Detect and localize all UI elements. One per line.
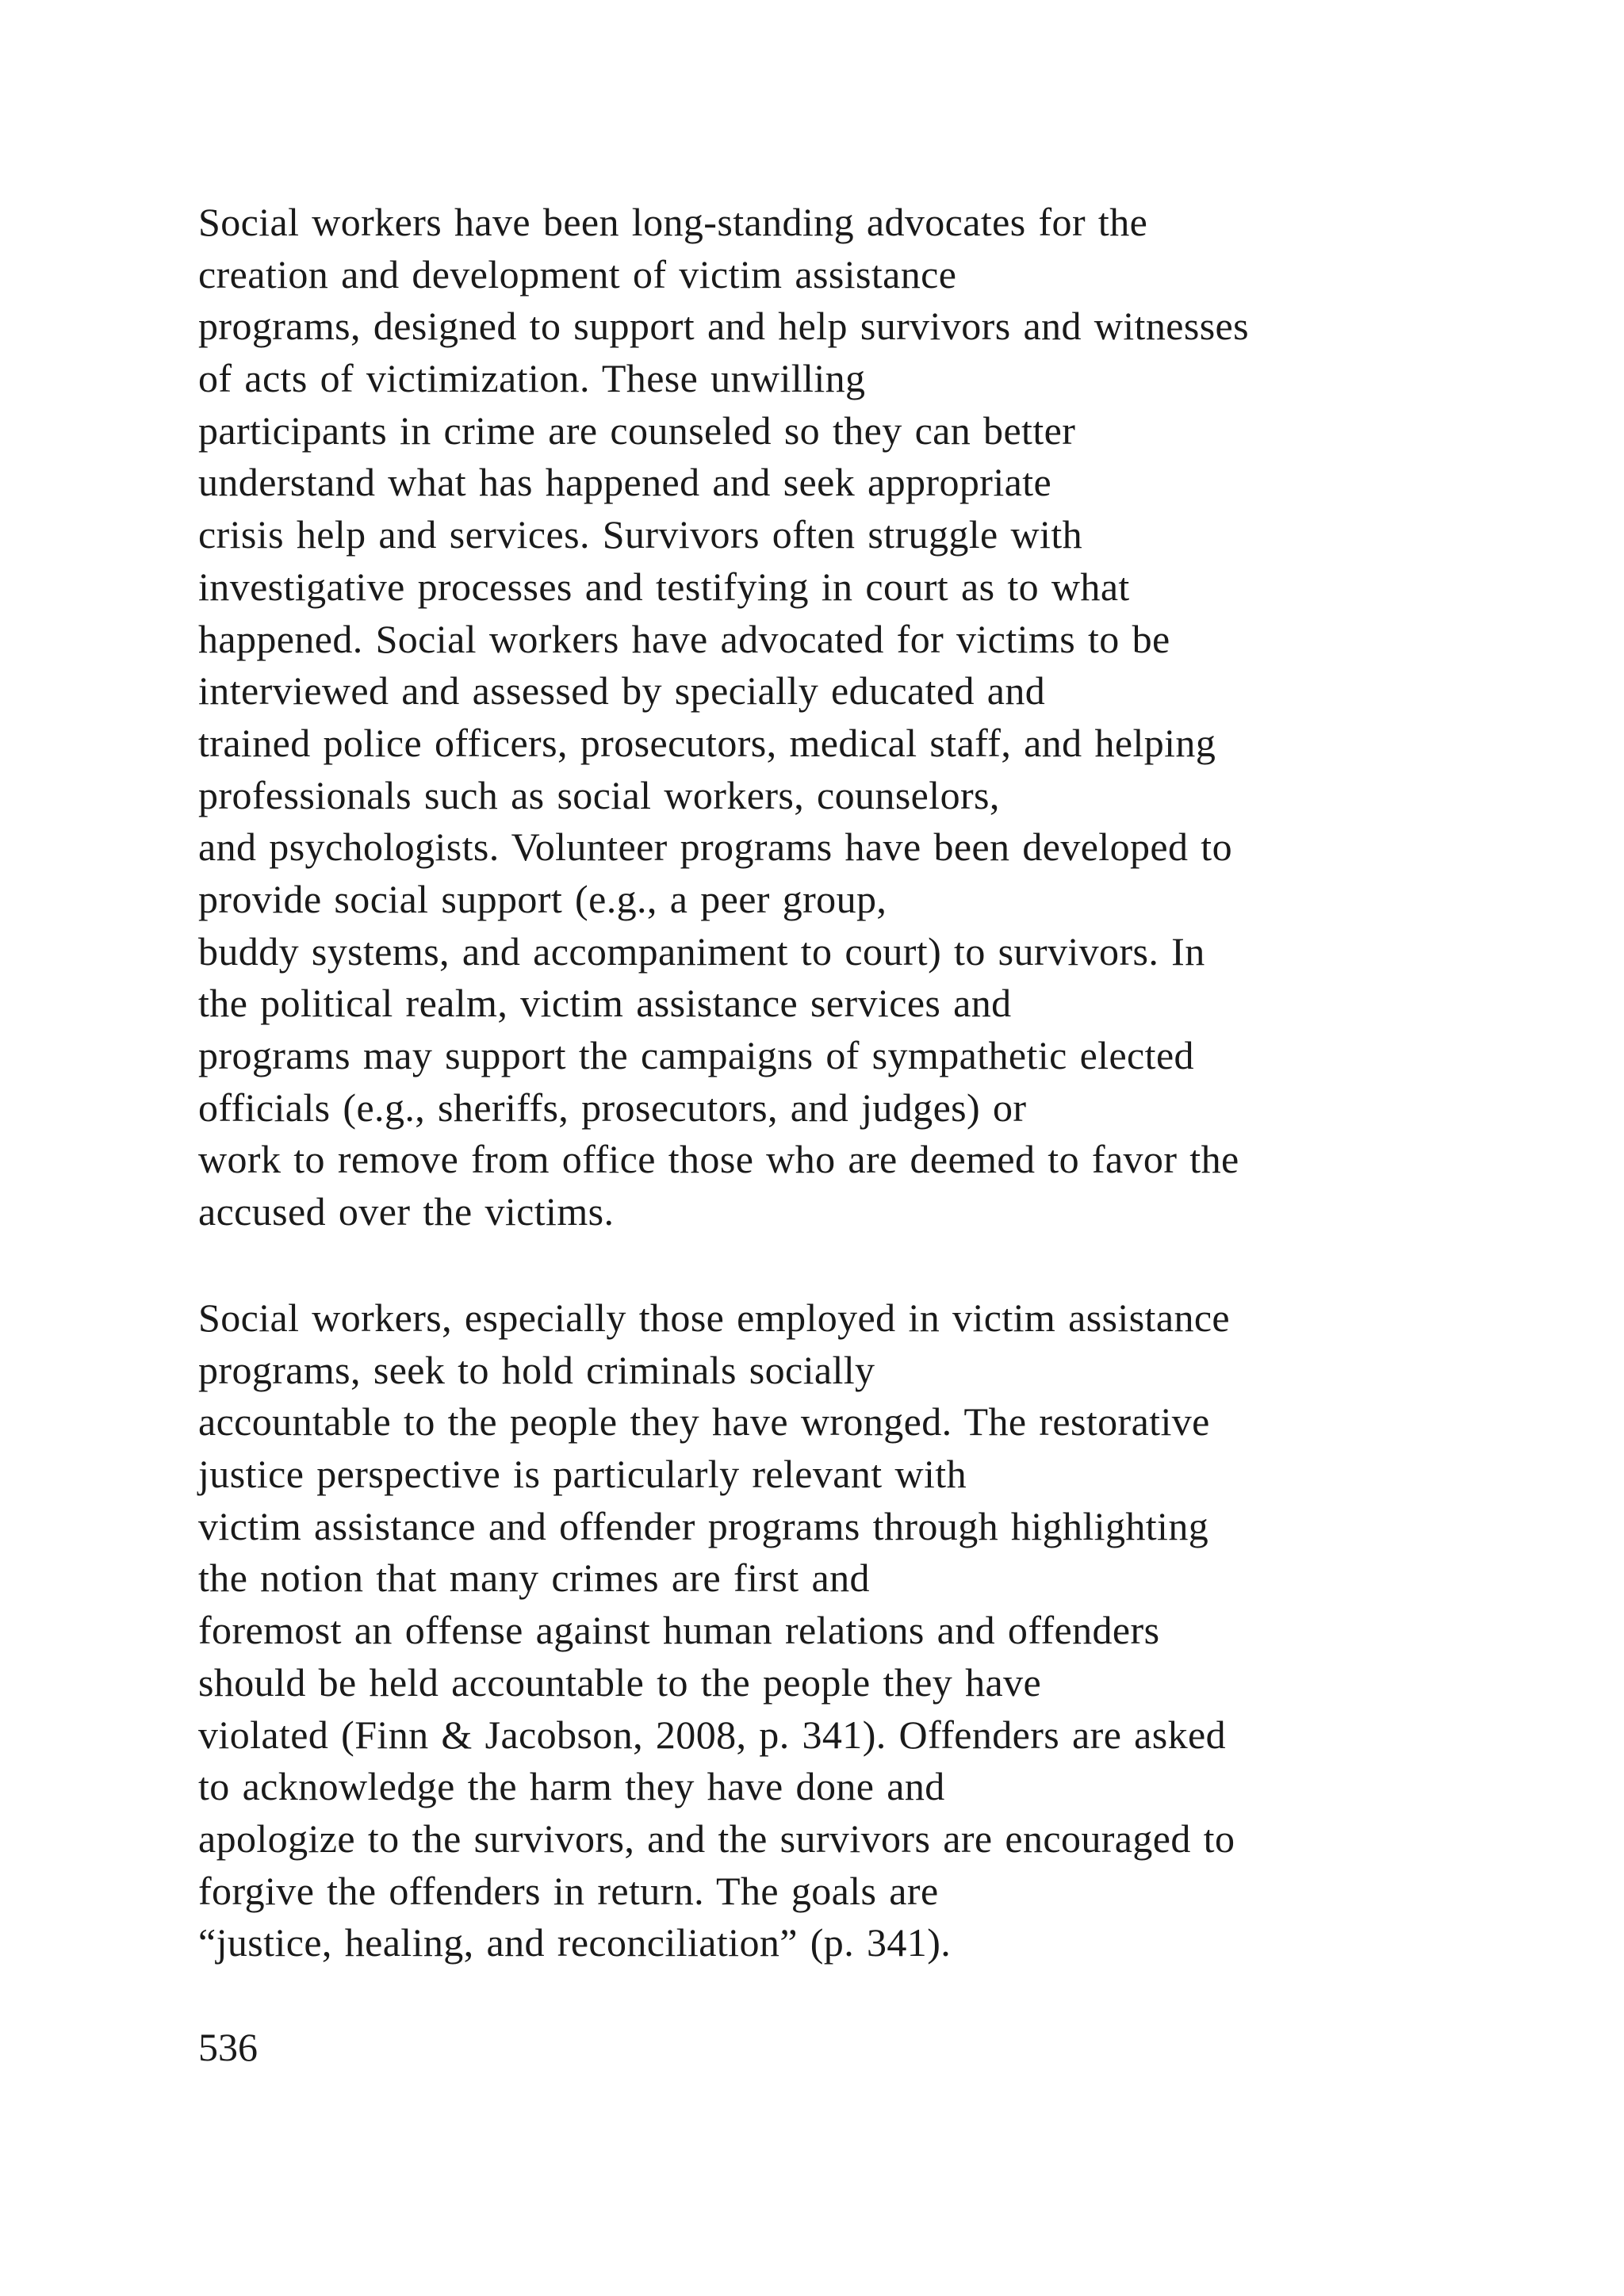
text-line: accountable to the people they have wronged. The restorative [198, 1399, 1210, 1445]
paragraph-restorative-justice [198, 1292, 1546, 1969]
text-line: crisis help and services. Survivors often struggle with [198, 512, 1083, 557]
text-line: victim assistance and offender programs through highlighting [198, 1503, 1209, 1548]
text-line: participants in crime are counseled so they can better [198, 408, 1076, 453]
text-line: happened. Social workers have advocated for victims to be [198, 616, 1170, 661]
text-line: violated (Finn & Jacobson, 2008, p. 341). Offenders are asked [198, 1712, 1227, 1757]
text-line: accused over the victims. [198, 1189, 615, 1234]
page-number: 536 [198, 2025, 258, 2069]
text-line: forgive the offenders in return. The goals are [198, 1868, 939, 1913]
text-line: officials (e.g., sheriffs, prosecutors, and judges) or [198, 1085, 1027, 1130]
paragraph-victim-advocacy [198, 197, 1546, 1238]
text-line: programs, designed to support and help survivors and witnesses [198, 304, 1249, 349]
text-line: “justice, healing, and reconciliation” (p. 341). [198, 1920, 952, 1965]
text-line: provide social support (e.g., a peer group, [198, 876, 887, 921]
text-line: buddy systems, and accompaniment to court) to survivors. In [198, 928, 1205, 974]
text-line: of acts of victimization. These unwilling [198, 356, 866, 401]
text-line: professionals such as social workers, counselors, [198, 772, 1000, 817]
text-line: foremost an offense against human relations and offenders [198, 1608, 1160, 1653]
text-line: investigative processes and testifying in court as to what [198, 564, 1130, 609]
text-line: justice perspective is particularly relevant with [198, 1452, 967, 1497]
text-line: work to remove from office those who are deemed to favor the [198, 1137, 1239, 1182]
text-line: programs may support the campaigns of sympathetic elected [198, 1033, 1194, 1077]
text-line: and psychologists. Volunteer programs have been developed to [198, 825, 1232, 870]
text-line: apologize to the survivors, and the survivors are encouraged to [198, 1816, 1235, 1861]
text-line: to acknowledge the harm they have done and [198, 1764, 945, 1809]
text-line: Social workers have been long-standing advocates for the [198, 200, 1148, 244]
text-line: understand what has happened and seek appropriate [198, 460, 1052, 505]
text-line: trained police officers, prosecutors, medical staff, and helping [198, 720, 1216, 765]
text-line: the political realm, victim assistance services and [198, 981, 1012, 1026]
text-line: creation and development of victim assistance [198, 251, 957, 297]
text-line: interviewed and assessed by specially educated and [198, 668, 1046, 714]
text-line: should be held accountable to the people they have [198, 1659, 1042, 1705]
text-line: the notion that many crimes are first and [198, 1556, 870, 1601]
text-line: Social workers, especially those employed in victim assistance [198, 1295, 1231, 1340]
text-line: programs, seek to hold criminals socially [198, 1347, 875, 1392]
